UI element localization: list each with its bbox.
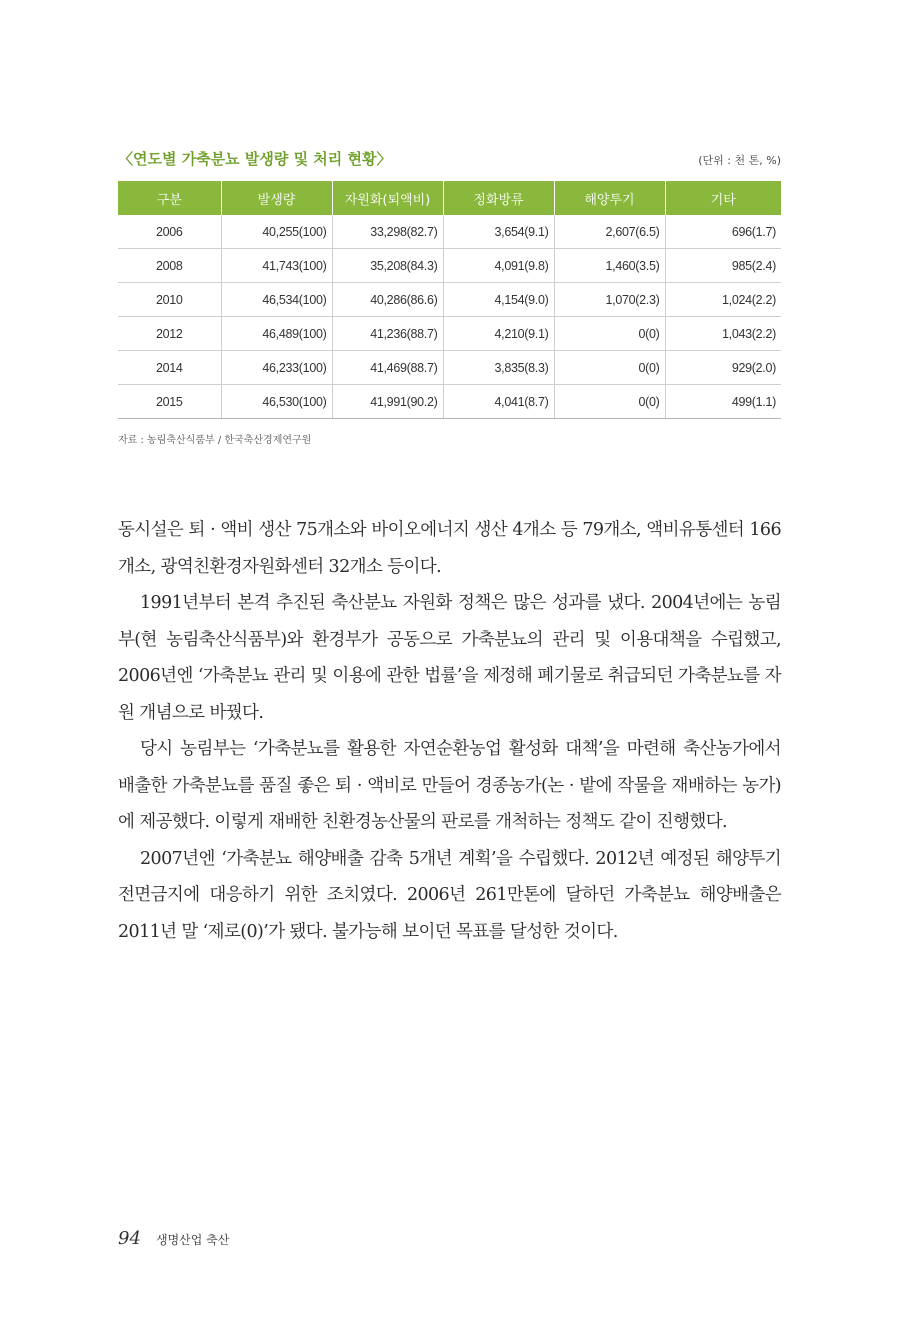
column-header: 구분 [118, 181, 221, 215]
table-cell: 40,255(100) [221, 215, 332, 249]
page-footer [118, 1228, 229, 1252]
table-header-row [118, 181, 781, 215]
table-row [118, 249, 781, 283]
table-row [118, 351, 781, 385]
table-cell: 2006 [118, 215, 221, 249]
table-cell: 0(0) [554, 351, 665, 385]
table-cell: 2008 [118, 249, 221, 283]
table-cell: 0(0) [554, 317, 665, 351]
table-cell: 2,607(6.5) [554, 215, 665, 249]
table-cell: 3,835(8.3) [443, 351, 554, 385]
table-cell: 1,024(2.2) [665, 283, 781, 317]
table-cell: 2014 [118, 351, 221, 385]
table-cell: 499(1.1) [665, 385, 781, 419]
table-cell: 41,469(88.7) [332, 351, 443, 385]
table-cell: 1,460(3.5) [554, 249, 665, 283]
table-cell: 1,070(2.3) [554, 283, 665, 317]
table-cell: 46,233(100) [221, 351, 332, 385]
table-cell: 4,210(9.1) [443, 317, 554, 351]
table-cell: 2012 [118, 317, 221, 351]
waste-table [118, 181, 781, 419]
table-cell: 4,154(9.0) [443, 283, 554, 317]
paragraph: 2007년엔 ‘가축분뇨 해양배출 감축 5개년 계획’을 수립했다. 2012년 예정된 해양투기 전면금지에 대응하기 위한 조치였다. 2006년 261만톤에 달하던 가축분뇨 해양배출은 2011년 말 ‘제로(0)’가 됐다. 불가능해 보이던 목표를 달성한 것이다. [118, 848, 781, 942]
table-cell: 46,534(100) [221, 283, 332, 317]
table-cell: 41,991(90.2) [332, 385, 443, 419]
table-source: 자료 : 농림축산식품부 / 한국축산경제연구원 [118, 435, 312, 446]
table-row [118, 317, 781, 351]
table-row [118, 215, 781, 249]
table-cell: 3,654(9.1) [443, 215, 554, 249]
page-number: 94 [118, 1228, 141, 1249]
table-cell: 985(2.4) [665, 249, 781, 283]
table-cell: 4,041(8.7) [443, 385, 554, 419]
column-header: 자원화(퇴액비) [332, 181, 443, 215]
article-body [118, 512, 781, 950]
table-cell: 41,236(88.7) [332, 317, 443, 351]
table-cell: 1,043(2.2) [665, 317, 781, 351]
column-header: 발생량 [221, 181, 332, 215]
table-cell: 696(1.7) [665, 215, 781, 249]
column-header: 기타 [665, 181, 781, 215]
paragraph: 당시 농림부는 ‘가축분뇨를 활용한 자연순환농업 활성화 대책’을 마련해 축산농가에서 배출한 가축분뇨를 품질 좋은 퇴 · 액비로 만들어 경종농가(논 · 밭에 작물을 재배하는 농가)에 제공했다. 이렇게 재배한 친환경농산물의 판로를 개척하는 정책도 같이 진행했다. [118, 739, 781, 832]
table-unit: (단위 : 천 톤, %) [698, 154, 781, 167]
paragraph: 1991년부터 본격 추진된 축산분뇨 자원화 정책은 많은 성과를 냈다. 2004년에는 농림부(현 농림축산식품부)와 환경부가 공동으로 가축분뇨의 관리 및 이용대책을 수립했고, 2006년엔 ‘가축분뇨 관리 및 이용에 관한 법률’을 제정해 폐기물로 취급되던 가축분뇨를 자원 개념으로 바꿨다. [118, 593, 781, 723]
table-row [118, 385, 781, 419]
book-title: 생명산업 축산 [156, 1233, 230, 1247]
table-cell: 929(2.0) [665, 351, 781, 385]
column-header: 해양투기 [554, 181, 665, 215]
table-row [118, 283, 781, 317]
table-cell: 33,298(82.7) [332, 215, 443, 249]
table-cell: 0(0) [554, 385, 665, 419]
table-cell: 2010 [118, 283, 221, 317]
table-cell: 41,743(100) [221, 249, 332, 283]
paragraph: 동시설은 퇴 · 액비 생산 75개소와 바이오에너지 생산 4개소 등 79개소, 액비유통센터 166개소, 광역친환경자원화센터 32개소 등이다. [118, 520, 781, 577]
column-header: 정화방류 [443, 181, 554, 215]
table-title: 〈연도별 가축분뇨 발생량 및 처리 현황〉 [118, 150, 392, 168]
table-cell: 4,091(9.8) [443, 249, 554, 283]
table-cell: 2015 [118, 385, 221, 419]
table-cell: 40,286(86.6) [332, 283, 443, 317]
table-caption-row [118, 148, 781, 170]
table-cell: 46,530(100) [221, 385, 332, 419]
table-cell: 46,489(100) [221, 317, 332, 351]
table-cell: 35,208(84.3) [332, 249, 443, 283]
